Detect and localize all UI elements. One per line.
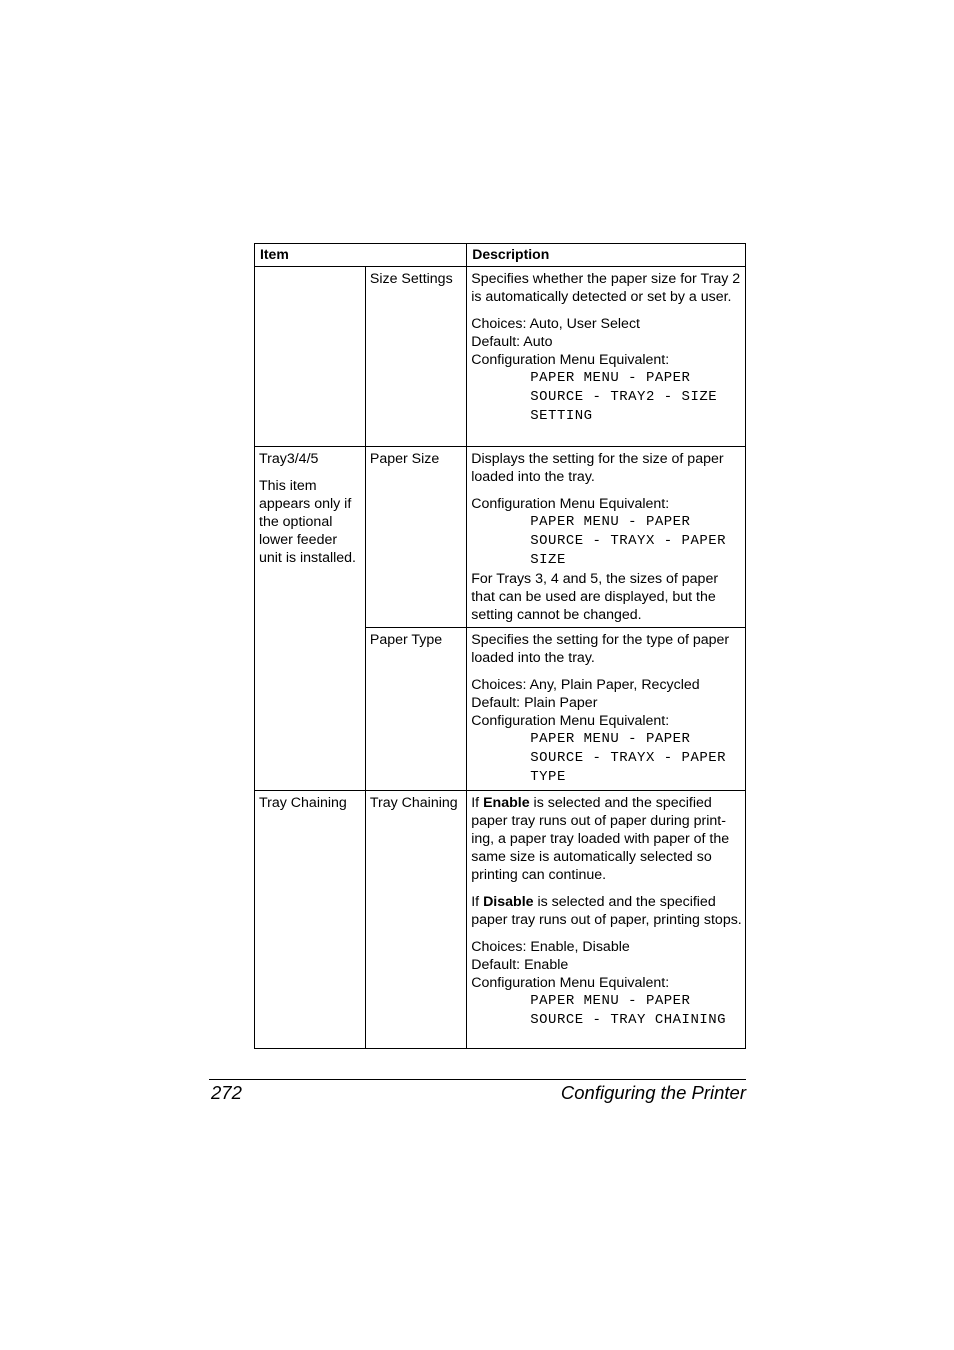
- menu-path-line: PAPER MENU - PAPER: [530, 514, 691, 530]
- text-rest: is selected and the specified paper tray runs out of paper, printing stops.: [471, 894, 742, 928]
- item-cell: [255, 791, 366, 1049]
- choices-text: Choices: Auto, User Select: [471, 316, 640, 332]
- subitem-label: Size Settings: [369, 271, 453, 287]
- subitem-label: Tray Chaining: [369, 795, 458, 811]
- config-label: Configuration Menu Equivalent:: [471, 975, 670, 991]
- subitem-label: Paper Size: [369, 451, 440, 467]
- settings-block: [471, 938, 742, 1030]
- section-title: Configuring the Printer: [560, 1082, 746, 1103]
- item-label: Tray Chaining: [259, 795, 347, 811]
- disable-keyword: Disable: [483, 894, 534, 910]
- menu-path-line: SOURCE - TRAY CHAINING: [530, 1012, 727, 1028]
- menu-path-line: PAPER MENU - PAPER: [530, 731, 691, 747]
- menu-path-line: SOURCE - TRAY2 - SIZE: [530, 389, 718, 405]
- header-item: Item: [255, 244, 467, 267]
- text-prefix: If: [471, 894, 484, 910]
- header-description: Description: [467, 244, 746, 267]
- description-cell: [467, 628, 746, 791]
- description-text: Displays the setting for the size of paper loaded into the tray.: [471, 451, 724, 485]
- size-note: For Trays 3, 4 and 5, the sizes of paper that can be used are displayed, but the setting cannot be changed.: [471, 571, 719, 623]
- subitem-cell: [365, 791, 466, 1049]
- table-row: [255, 267, 746, 447]
- menu-path-line: PAPER MENU - PAPER: [530, 370, 691, 386]
- choices-text: Choices: Enable, Disable: [471, 939, 630, 955]
- config-label: Configuration Menu Equivalent:: [471, 352, 670, 368]
- subitem-label: Paper Type: [369, 632, 443, 648]
- settings-block: [471, 676, 742, 787]
- description-cell: [467, 447, 746, 628]
- footer-divider: [209, 1079, 746, 1080]
- enable-description: [471, 794, 742, 884]
- page-number: 272: [211, 1082, 242, 1103]
- menu-path-line: SETTING: [530, 408, 593, 424]
- menu-path-line: SOURCE - TRAYX - PAPER: [530, 750, 727, 766]
- choices-text: Choices: Any, Plain Paper, Recycled: [471, 677, 700, 693]
- subitem-cell: [365, 628, 466, 791]
- menu-path-line: SIZE: [530, 552, 566, 568]
- table-row: [255, 447, 746, 628]
- item-cell: [255, 447, 366, 791]
- item-cell-empty: [255, 267, 366, 447]
- config-label: Configuration Menu Equivalent:: [471, 713, 670, 729]
- default-text: Default: Auto: [471, 334, 553, 350]
- enable-keyword: Enable: [483, 795, 530, 811]
- disable-description: [471, 893, 742, 929]
- menu-path-line: SOURCE - TRAYX - PAPER: [530, 533, 727, 549]
- description-text: Specifies the setting for the type of paper loaded into the tray.: [471, 632, 730, 666]
- text-prefix: If: [471, 795, 484, 811]
- menu-path-line: TYPE: [530, 769, 566, 785]
- description-text: Specifies whether the paper size for Tray 2 is automatically detected or set by a user.: [471, 271, 741, 305]
- table-header-row: [255, 244, 746, 267]
- description-cell: [467, 267, 746, 447]
- default-text: Default: Plain Paper: [471, 695, 598, 711]
- item-note: This item appears only if the optional lower feeder unit is installed.: [259, 478, 356, 566]
- item-label: Tray3/4/5: [259, 451, 319, 467]
- settings-block: [471, 495, 742, 624]
- subitem-cell: [365, 267, 466, 447]
- default-text: Default: Enable: [471, 957, 569, 973]
- subitem-cell: [365, 447, 466, 628]
- table-row: [255, 791, 746, 1049]
- settings-table: [254, 243, 746, 1049]
- description-cell: [467, 791, 746, 1049]
- config-label: Configuration Menu Equivalent:: [471, 496, 670, 512]
- settings-block: [471, 315, 742, 426]
- text-rest: is selected and the specified paper tray runs out of paper during print-ing, a paper tray loaded with paper of the same size is automatically selected so printing can continue.: [471, 795, 730, 883]
- menu-path-line: PAPER MENU - PAPER: [530, 993, 691, 1009]
